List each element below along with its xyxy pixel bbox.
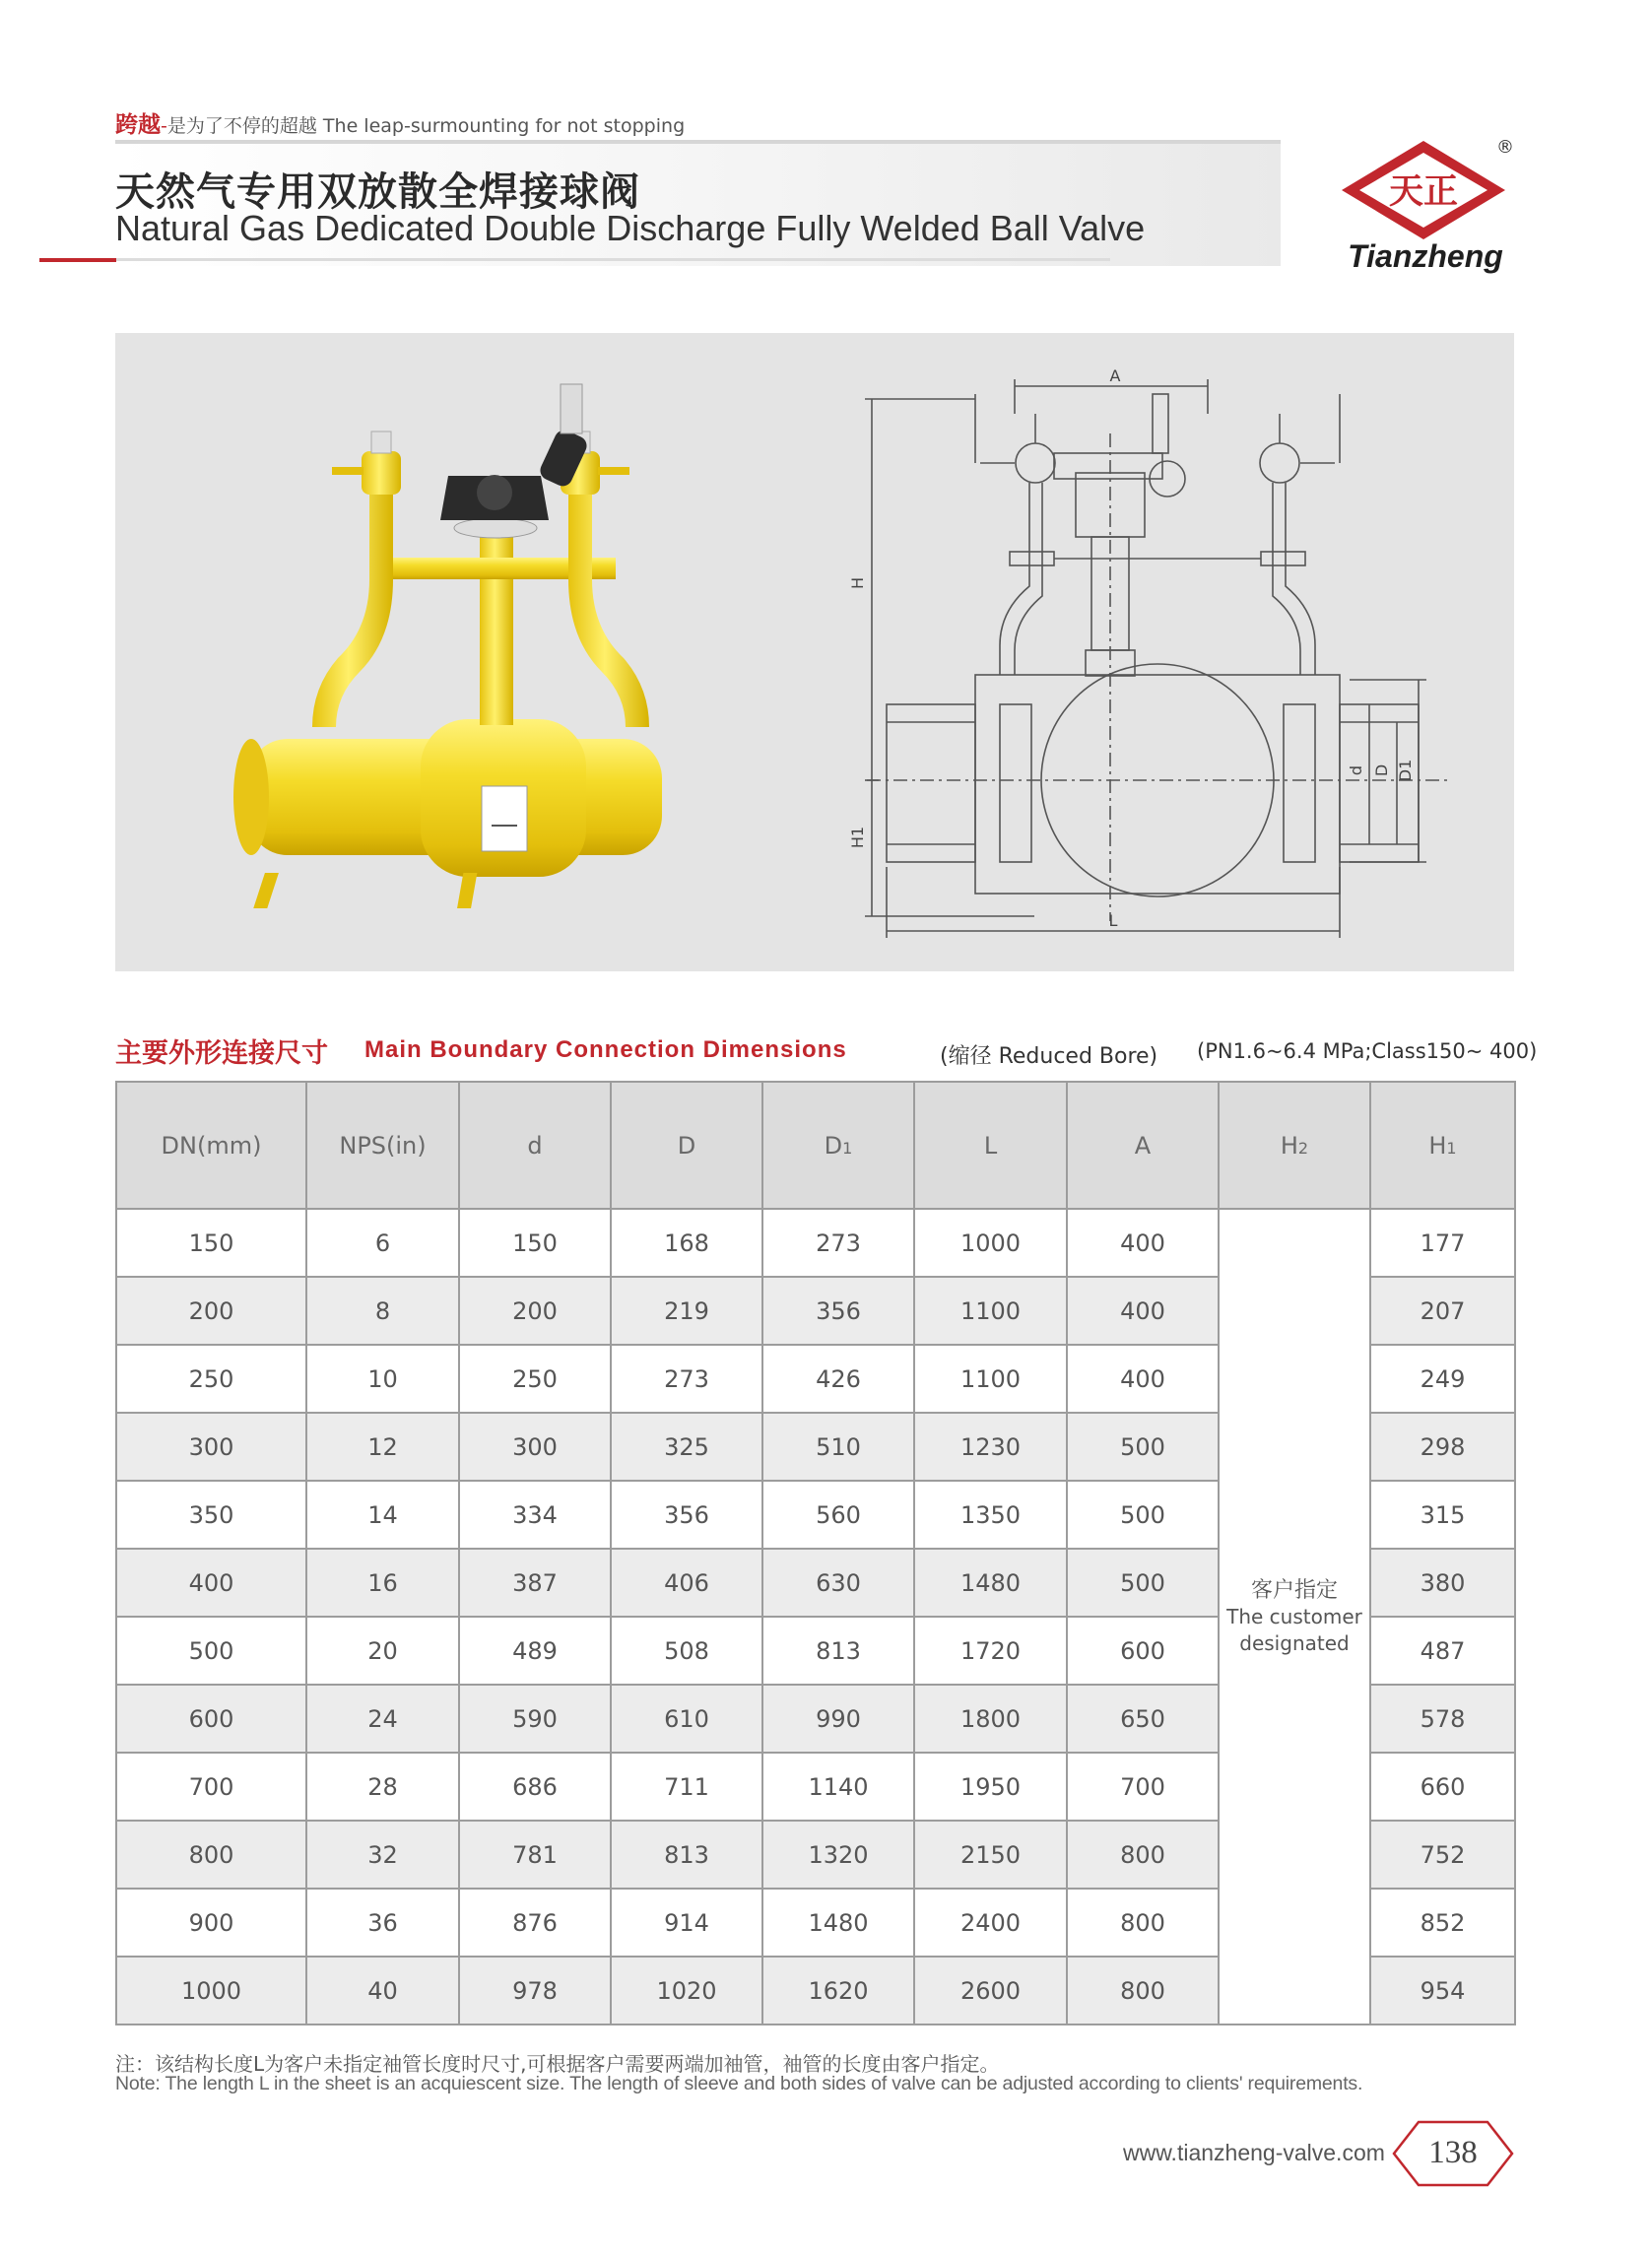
discharge-valve-left: [362, 451, 401, 495]
cell-l: 1100: [914, 1345, 1067, 1413]
cell-l: 1950: [914, 1753, 1067, 1821]
dimensions-table: [115, 1081, 1516, 2025]
cell-dn: 350: [116, 1481, 306, 1549]
cell-nps: 20: [306, 1617, 459, 1685]
cell-a: 800: [1067, 1957, 1219, 2025]
cell-a: 600: [1067, 1617, 1219, 1685]
cell-a: 700: [1067, 1753, 1219, 1821]
footnote-cn: 注：该结构长度L为客户未指定袖管长度时尺寸,可根据客户需要两端加袖管，袖管的长度由客户指定。: [115, 2052, 1000, 2076]
column-header-a: A: [1067, 1082, 1219, 1209]
cell-D: 273: [611, 1345, 762, 1413]
dim-label-h1: H1: [848, 826, 867, 849]
pipe-end-left: [233, 739, 269, 855]
cell-nps: 14: [306, 1481, 459, 1549]
cell-D: 914: [611, 1889, 762, 1957]
valve-foot: [457, 873, 477, 908]
drawing-ball: [1041, 664, 1274, 896]
tagline-separator: -: [161, 115, 167, 137]
cell-d1: 1620: [762, 1957, 914, 2025]
cell-l: 2600: [914, 1957, 1067, 2025]
cell-nps: 8: [306, 1277, 459, 1345]
h2-value-line: The customer: [1226, 1604, 1362, 1628]
dim-label-d: d: [1347, 764, 1365, 776]
cell-d1: 1320: [762, 1821, 914, 1889]
cell-h1: 660: [1370, 1753, 1515, 1821]
tagline-brand: 跨越: [115, 112, 161, 138]
cell-l: 1800: [914, 1685, 1067, 1753]
column-header-d1: [762, 1082, 914, 1209]
cell-h1: 315: [1370, 1481, 1515, 1549]
cell-d: 300: [459, 1413, 611, 1481]
cell-d: 150: [459, 1209, 611, 1277]
cell-d: 590: [459, 1685, 611, 1753]
cell-dn: 250: [116, 1345, 306, 1413]
cell-dn: 150: [116, 1209, 306, 1277]
cell-l: 1100: [914, 1277, 1067, 1345]
cell-h1: 487: [1370, 1617, 1515, 1685]
cell-d: 387: [459, 1549, 611, 1617]
table-row: [116, 1209, 1515, 1277]
discharge-nozzle-left: [332, 467, 363, 475]
cell-dn: 800: [116, 1821, 306, 1889]
cell-dn: 500: [116, 1617, 306, 1685]
cell-dn: 600: [116, 1685, 306, 1753]
section-title-cn: 主要外形连接尺寸: [115, 1038, 328, 1069]
drawing-pipe-left: [887, 704, 975, 862]
cell-D: 508: [611, 1617, 762, 1685]
cell-h1: 578: [1370, 1685, 1515, 1753]
column-header-h1: [1370, 1082, 1515, 1209]
gearbox-cover: [477, 475, 512, 510]
cell-d: 978: [459, 1957, 611, 2025]
cell-D: 711: [611, 1753, 762, 1821]
header-main: H: [1280, 1131, 1298, 1160]
page-title-en: Natural Gas Dedicated Double Discharge Fully Welded Ball Valve: [115, 208, 1146, 248]
cell-dn: 300: [116, 1413, 306, 1481]
cell-d1: 510: [762, 1413, 914, 1481]
cell-h1: 207: [1370, 1277, 1515, 1345]
header-main: H: [1428, 1131, 1447, 1160]
header-divider: [115, 140, 1281, 144]
valve-nameplate: [482, 786, 527, 851]
drawing-body: [975, 675, 1340, 894]
column-header-l: L: [914, 1082, 1067, 1209]
cell-d1: 1140: [762, 1753, 914, 1821]
drawing-pipe-right: [1340, 704, 1419, 862]
column-header-h2: [1219, 1082, 1370, 1209]
cell-l: 2150: [914, 1821, 1067, 1889]
column-header-nps: NPS(in): [306, 1082, 459, 1209]
cell-D: 325: [611, 1413, 762, 1481]
cell-nps: 12: [306, 1413, 459, 1481]
table-header-row: [116, 1082, 1515, 1209]
page-number: 138: [1428, 2135, 1478, 2170]
cell-a: 500: [1067, 1481, 1219, 1549]
accent-underline: [39, 258, 116, 262]
cell-d1: 560: [762, 1481, 914, 1549]
cell-l: 1480: [914, 1549, 1067, 1617]
cell-a: 500: [1067, 1549, 1219, 1617]
cell-dn: 200: [116, 1277, 306, 1345]
h2-value-line: designated: [1239, 1630, 1350, 1655]
cell-nps: 16: [306, 1549, 459, 1617]
cell-dn: 700: [116, 1753, 306, 1821]
cell-d1: 813: [762, 1617, 914, 1685]
cell-a: 400: [1067, 1345, 1219, 1413]
technical-drawing: [837, 355, 1507, 946]
tagline: [115, 106, 685, 139]
column-header-d: d: [459, 1082, 611, 1209]
cell-d1: 1480: [762, 1889, 914, 1957]
cell-h1: 249: [1370, 1345, 1515, 1413]
header-main: D: [824, 1131, 843, 1160]
cell-D: 1020: [611, 1957, 762, 2025]
logo-chars: 天正: [1388, 172, 1459, 212]
cell-d: 686: [459, 1753, 611, 1821]
table-body: [116, 1209, 1515, 2025]
cell-dn: 1000: [116, 1957, 306, 2025]
dim-label-l: L: [1108, 911, 1118, 930]
cell-nps: 6: [306, 1209, 459, 1277]
cell-d1: 630: [762, 1549, 914, 1617]
dim-label-h: H: [848, 576, 867, 590]
discharge-pipe-right: [568, 481, 649, 727]
cell-d: 876: [459, 1889, 611, 1957]
cell-h1: 380: [1370, 1549, 1515, 1617]
cell-l: 1000: [914, 1209, 1067, 1277]
cell-D: 356: [611, 1481, 762, 1549]
dim-label-a: A: [1109, 366, 1121, 385]
logo-wordmark: Tianzheng: [1348, 238, 1503, 274]
registered-mark: ®: [1496, 137, 1514, 158]
page-title-cn: 天然气专用双放散全焊接球阀: [115, 169, 640, 215]
cell-a: 400: [1067, 1209, 1219, 1277]
header-subscript: 2: [1297, 1138, 1309, 1158]
cell-l: 1720: [914, 1617, 1067, 1685]
cell-a: 800: [1067, 1889, 1219, 1957]
cell-l: 2400: [914, 1889, 1067, 1957]
footnote-en: Note: The length L in the sheet is an acquiescent size. The length of sleeve and both sides of valve can be adjusted according to clients' requirements.: [115, 2073, 1363, 2094]
discharge-cap-left: [371, 431, 391, 453]
section-title-en: Main Boundary Connection Dimensions: [364, 1036, 847, 1063]
cell-D: 219: [611, 1277, 762, 1345]
discharge-pipe-left: [312, 481, 393, 727]
cell-d: 250: [459, 1345, 611, 1413]
h2-value-line: 客户指定: [1250, 1577, 1338, 1603]
cell-D: 813: [611, 1821, 762, 1889]
cell-d1: 426: [762, 1345, 914, 1413]
dim-label-d1: D1: [1396, 759, 1415, 782]
mount-flange: [454, 518, 537, 538]
gearbox-input-shaft: [561, 384, 582, 433]
cell-l: 1350: [914, 1481, 1067, 1549]
cell-d: 781: [459, 1821, 611, 1889]
header-subscript: 1: [842, 1138, 853, 1158]
cell-a: 650: [1067, 1685, 1219, 1753]
cell-D: 406: [611, 1549, 762, 1617]
cell-h1: 954: [1370, 1957, 1515, 2025]
cell-D: 168: [611, 1209, 762, 1277]
cell-d: 489: [459, 1617, 611, 1685]
cell-a: 500: [1067, 1413, 1219, 1481]
cell-l: 1230: [914, 1413, 1067, 1481]
bore-note: (缩径 Reduced Bore): [940, 1044, 1158, 1069]
dim-label-d-outer: D: [1372, 763, 1391, 777]
cell-d: 200: [459, 1277, 611, 1345]
header-divider: [115, 258, 1110, 261]
cell-D: 610: [611, 1685, 762, 1753]
valve-product-image: [115, 333, 825, 971]
column-header-dn: DN(mm): [116, 1082, 306, 1209]
website-link[interactable]: www.tianzheng-valve.com: [1123, 2140, 1385, 2165]
cell-h1: 177: [1370, 1209, 1515, 1277]
tagline-cn: 是为了不停的超越: [166, 115, 317, 137]
cell-nps: 24: [306, 1685, 459, 1753]
cell-d: 334: [459, 1481, 611, 1549]
cell-d1: 356: [762, 1277, 914, 1345]
cell-a: 800: [1067, 1821, 1219, 1889]
cell-nps: 40: [306, 1957, 459, 2025]
pressure-note: (PN1.6~6.4 MPa;Class150~ 400): [1197, 1039, 1538, 1063]
cell-dn: 400: [116, 1549, 306, 1617]
cell-h1: 298: [1370, 1413, 1515, 1481]
header-subscript: 1: [1446, 1138, 1457, 1158]
discharge-nozzle-right: [598, 467, 629, 475]
column-header-D: D: [611, 1082, 762, 1209]
cell-nps: 36: [306, 1889, 459, 1957]
cell-nps: 28: [306, 1753, 459, 1821]
cell-nps: 10: [306, 1345, 459, 1413]
cell-nps: 32: [306, 1821, 459, 1889]
cell-d1: 273: [762, 1209, 914, 1277]
cell-h1: 852: [1370, 1889, 1515, 1957]
cell-h1: 752: [1370, 1821, 1515, 1889]
cell-a: 400: [1067, 1277, 1219, 1345]
valve-foot: [253, 873, 279, 908]
tagline-en: The leap-surmounting for not stopping: [322, 115, 686, 137]
cell-d1: 990: [762, 1685, 914, 1753]
cell-h2-merged: [1219, 1209, 1370, 2025]
cell-dn: 900: [116, 1889, 306, 1957]
